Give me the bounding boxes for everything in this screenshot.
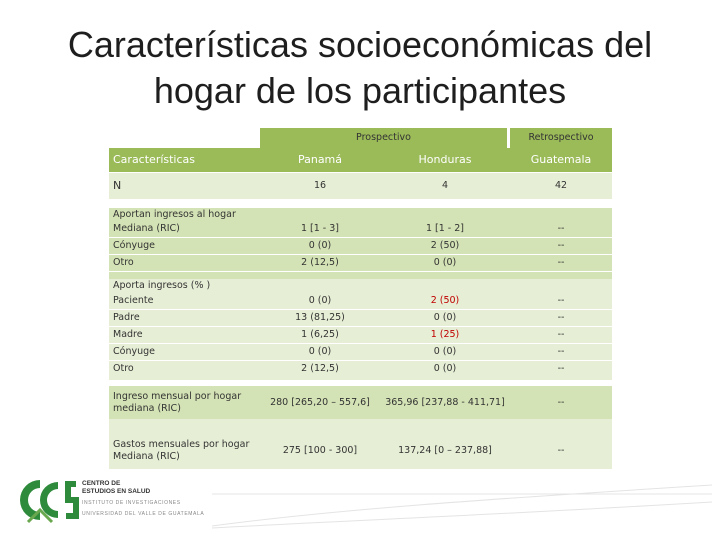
cell-honduras: 0 (0) [433,346,457,357]
slide-title-line-2: hogar de los participantes [153,70,567,111]
decorative-lines [212,480,712,530]
cell-honduras: 365,96 [237,88 - 411,71] [385,396,505,408]
cell-honduras: 0 (0) [433,257,457,268]
row-label: Cónyuge [113,240,155,251]
cell-guatemala: -- [557,257,565,268]
cell-honduras: 137,24 [0 – 237,88] [398,445,492,456]
cell-panama: 0 (0) [308,346,332,357]
cell-panama: 2 (12,5) [301,363,339,374]
column-header-honduras: Honduras [418,153,472,166]
cell-honduras: 1 [1 - 2] [425,223,465,234]
cell-guatemala: -- [557,295,565,306]
row-label: Madre [113,329,143,340]
row-label: Mediana (RIC) [113,223,180,234]
cell-guatemala: -- [557,312,565,323]
cell-guatemala: -- [557,396,565,408]
logo-line-3: INSTITUTO DE INVESTIGACIONES [82,500,181,506]
n-honduras: 4 [441,180,449,191]
cell-panama: 0 (0) [308,295,332,306]
cell-panama: 0 (0) [308,240,332,251]
row-label: Padre [113,312,140,323]
cell-honduras: 0 (0) [433,363,457,374]
logo-line-4: UNIVERSIDAD DEL VALLE DE GUATEMALA [82,511,205,517]
cell-guatemala: -- [557,445,565,456]
row-label-ingreso: Ingreso mensual por hogar mediana (RIC) [113,390,242,414]
table-row-n [109,173,612,199]
cell-panama: 280 [265,20 – 557,6] [270,396,370,408]
column-header-caracteristicas: Características [113,153,196,166]
cell-panama: 1 (6,25) [301,329,339,340]
logo-line-1: CENTRO DE [82,480,121,487]
row-label: Paciente [113,295,154,306]
logo-line-2: ESTUDIOS EN SALUD [82,488,151,495]
cell-panama: 2 (12,5) [301,257,339,268]
row-label-n: N [113,179,122,192]
row-label-gastos: Gastos mensuales por hogar Mediana (RIC) [113,439,250,462]
group-header-retrospectivo: Retrospectivo [510,128,612,148]
cell-guatemala: -- [557,240,565,251]
section-title-aporta-ingresos: Aporta ingresos (% ) [113,280,211,291]
cell-panama: 1 [1 - 3] [300,223,340,234]
table-group-header-row [109,128,612,148]
row-label: Otro [113,363,134,374]
slide-title-line-1: Características socioeconómicas del [67,24,653,65]
cell-guatemala: -- [557,346,565,357]
cell-honduras: 1 (25) [430,329,460,340]
table-section-aporta-ingresos [109,279,612,380]
section-title-aportan-ingresos: Aportan ingresos al hogar [113,208,236,220]
row-label: Otro [113,257,134,268]
table-row-gastos-mensuales [109,433,612,469]
table-column-header-row [109,148,612,172]
cell-guatemala: -- [557,329,565,340]
row-divider [109,271,612,272]
slide-title [20,22,700,114]
cell-honduras: 2 (50) [430,295,460,306]
cell-guatemala: -- [557,223,565,234]
table-spacer [109,199,612,208]
n-guatemala: 42 [554,180,568,191]
column-header-guatemala: Guatemala [530,153,592,166]
cell-panama: 275 [100 - 300] [282,445,358,456]
cell-guatemala: -- [557,363,565,374]
cell-honduras: 0 (0) [433,312,457,323]
table-row-ingreso-mensual [109,386,612,419]
column-header-panama: Panamá [297,153,343,166]
table-spacer [109,419,612,433]
logo-text [82,480,204,518]
cell-honduras: 2 (50) [430,240,460,251]
cell-panama: 13 (81,25) [295,312,345,323]
group-header-prospectivo: Prospectivo [260,128,507,148]
row-label: Cónyuge [113,346,155,357]
n-panama: 16 [313,180,327,191]
